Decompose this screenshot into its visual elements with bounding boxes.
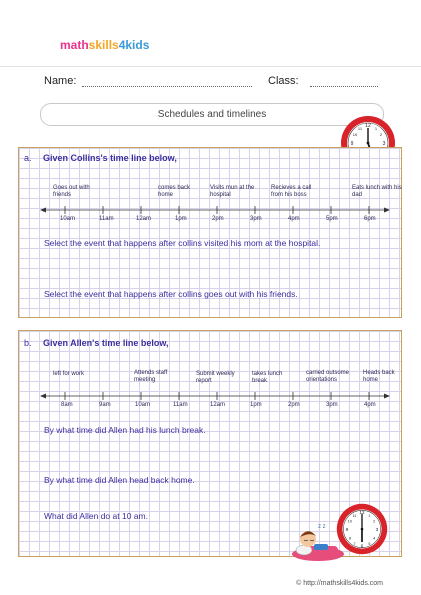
svg-text:7: 7 (353, 541, 356, 546)
worksheet-title: Schedules and timelines (40, 103, 384, 126)
svg-text:11: 11 (357, 126, 363, 131)
tick-label: 3pm (326, 402, 338, 408)
svg-text:10: 10 (347, 519, 352, 524)
clock-icon (334, 501, 390, 557)
section-b-letter: b. (24, 338, 32, 348)
svg-text:2: 2 (373, 519, 376, 524)
question-text: By what time did Allen had his lunch break. (44, 425, 206, 435)
svg-text:1: 1 (374, 126, 378, 131)
question-text: Select the event that happens after collins visited his mom at the hospital. (44, 238, 321, 248)
svg-text:10: 10 (352, 132, 358, 137)
svg-text:12: 12 (359, 510, 365, 516)
svg-text:2: 2 (379, 132, 383, 137)
name-label: Name: (44, 75, 77, 87)
event-label: left for work (53, 371, 85, 377)
tick-label: 6pm (364, 216, 376, 222)
event-label: carried outsome orientations (306, 370, 350, 383)
event-label: Attends staff meeting (134, 370, 168, 383)
svg-text:9: 9 (345, 526, 349, 532)
section-a-letter: a. (24, 153, 32, 163)
svg-text:5: 5 (368, 541, 371, 546)
site-logo: mathskills4kids (60, 38, 150, 52)
footer-url[interactable]: © http://mathskills4kids.com (296, 580, 383, 587)
tick-label: 4pm (288, 216, 300, 222)
event-label: comes back home (158, 185, 191, 198)
question-text: Select the event that happens after collins goes out with his friends. (44, 289, 298, 299)
event-label: Recieves a call from his boss (271, 185, 312, 198)
timeline-a (40, 203, 390, 217)
svg-text:6: 6 (360, 543, 364, 549)
event-label: Goes out with friends (53, 185, 90, 198)
svg-text:12: 12 (365, 123, 371, 129)
event-label: Eats lunch with his dad (352, 185, 402, 198)
class-field[interactable] (310, 86, 378, 87)
tick-label: 2pm (288, 402, 300, 408)
tick-label: 2pm (212, 216, 224, 222)
svg-text:4: 4 (373, 536, 376, 541)
tick-label: 4pm (364, 402, 376, 408)
svg-text:8: 8 (348, 536, 351, 541)
svg-text:3: 3 (382, 141, 386, 147)
event-label: takes lunch break (252, 371, 283, 384)
tick-label: 9am (99, 402, 111, 408)
tick-label: 11am (173, 402, 188, 408)
timeline-b (40, 389, 390, 403)
section-b-heading: Given Allen's time line below, (43, 338, 169, 348)
tick-label: 10am (60, 216, 76, 222)
event-label: Heads back home (363, 370, 395, 383)
tick-label: 12am (210, 402, 226, 408)
tick-label: 8am (61, 402, 73, 408)
event-label: Submit weekly report (196, 371, 235, 384)
section-a-heading: Given Collins's time line below, (43, 153, 177, 163)
svg-text:9: 9 (350, 141, 354, 147)
svg-text:1: 1 (368, 513, 371, 518)
svg-text:z z: z z (318, 524, 326, 530)
svg-text:3: 3 (375, 526, 379, 532)
header-divider (0, 66, 421, 67)
tick-label: 11am (99, 216, 114, 222)
tick-label: 1pm (175, 216, 187, 222)
name-field[interactable] (82, 86, 252, 87)
question-text: By what time did Allen head back home. (44, 475, 195, 485)
svg-text:11: 11 (352, 513, 357, 518)
tick-label: 3pm (250, 216, 262, 222)
tick-label: 5pm (326, 216, 338, 222)
class-label: Class: (268, 75, 299, 87)
tick-label: 12am (136, 216, 152, 222)
question-text: What did Allen do at 10 am. (44, 511, 148, 521)
event-label: Visits mun at the hospital (210, 185, 255, 198)
tick-label: 10am (135, 402, 151, 408)
tick-label: 1pm (250, 402, 262, 408)
